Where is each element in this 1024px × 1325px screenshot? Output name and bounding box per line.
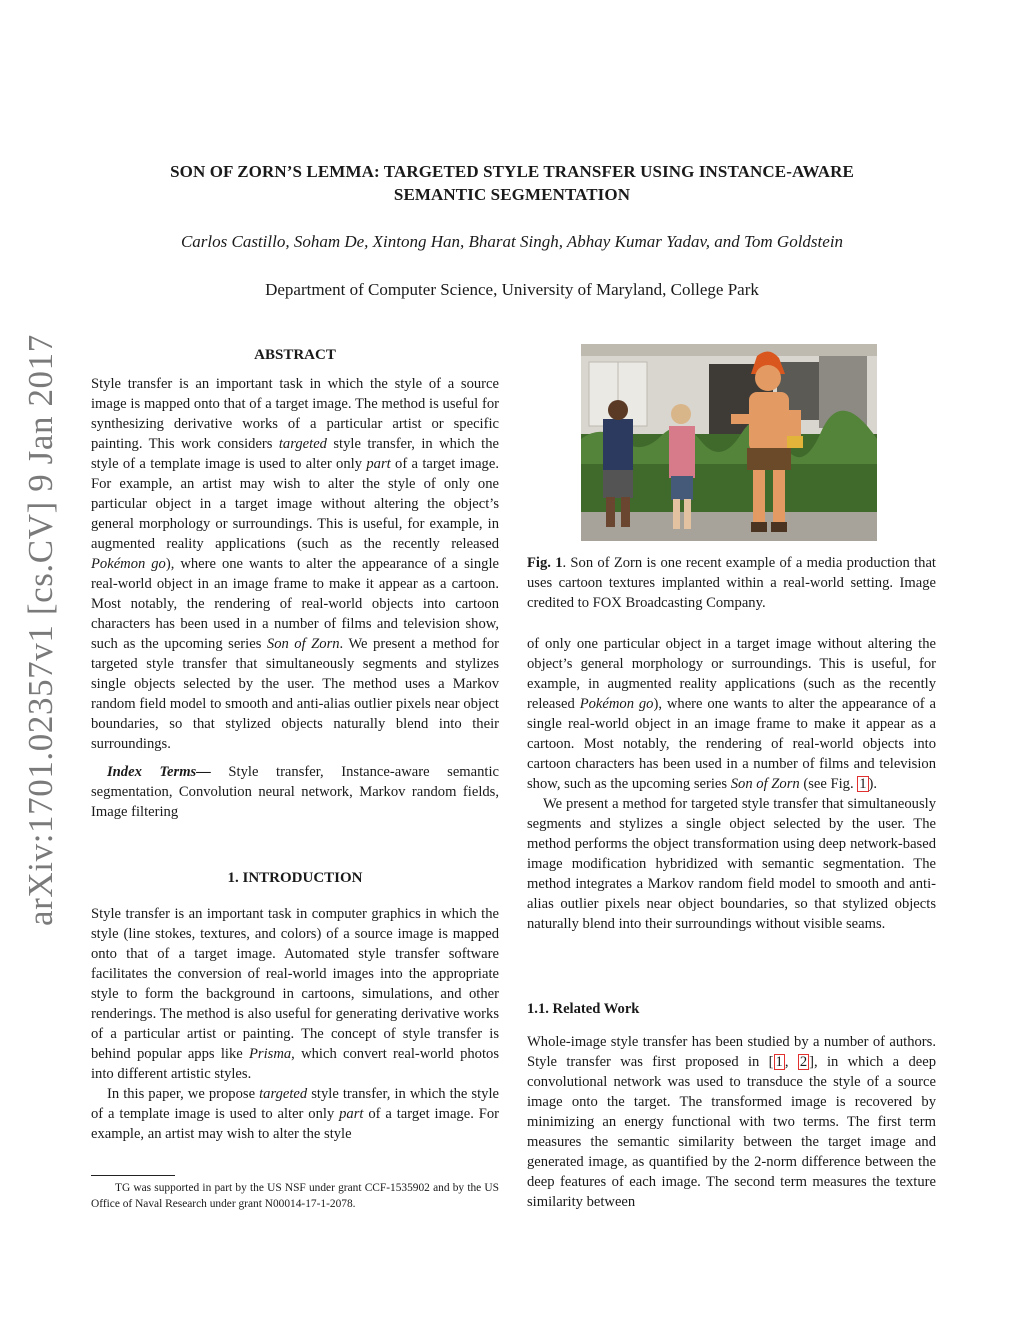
intro-paragraph-2: In this paper, we propose targeted style transfer, in which the style of a template image is used to alter only part of a target image. For example, an artist may wish to alter the style <box>91 1086 499 1142</box>
figure-1-image <box>581 344 877 541</box>
related-work-heading: 1.1. Related Work <box>527 1001 640 1017</box>
footnote: TG was supported in part by the US NSF under grant CCF-1535902 and by the US Office of Naval Research under grant N00014-17-1-2078. <box>91 1182 499 1210</box>
figure-1-caption: Fig. 1. Son of Zorn is one recent example of a media production that uses cartoon textures implanted within a real-world setting. Image credited to FOX Broadcasting Company. <box>527 555 936 611</box>
introduction-heading: 1. INTRODUCTION <box>227 870 363 886</box>
citation-1-link[interactable]: 1 <box>775 1054 783 1070</box>
index-terms: Index Terms— Style transfer, Instance-aware semantic segmentation, Convolution neural network, Markov random fields, Image filtering <box>91 764 500 820</box>
roof-eave <box>581 344 877 356</box>
figure-1-reference-link[interactable]: 1 <box>859 776 867 792</box>
related-work-paragraph: Whole-image style transfer has been studied by a number of authors. Style transfer was first proposed in [ 1 , 2 ], in which a deep convolutional network was used to transduce the style of a source image onto the target. The transformed image is recovered by minimizing an energy functional with two terms. The first term measures the semantic similarity between the target image and generated image, as quantified by the 2-norm difference between the deep features of each image. The second term measures the texture similarity between <box>527 1034 937 1210</box>
title-line-1: SON OF ZORN’S LEMMA: TARGETED STYLE TRANSFER USING INSTANCE-AWARE <box>170 162 854 181</box>
introduction-section <box>91 868 499 1144</box>
related-work-section <box>527 999 936 1212</box>
right-paragraph-1: of only one particular object in a target image without altering the object’s general morphology or surroundings. This is useful, for example, in augmented reality applications (such as the recently released Pokémon go), where one wants to alter the appearance of a single real-world object in an image frame to make it appear as a cartoon. Most notably, the rendering of real-world objects into cartoon characters has been used in a number of films and television show, such as the upcoming series Son of Zorn (see Fig. 1 ). <box>527 636 937 792</box>
footnote-rule <box>91 1175 175 1176</box>
figure-1-label: Fig. 1 <box>527 555 563 571</box>
abstract-heading: ABSTRACT <box>254 347 336 363</box>
citation-2-link[interactable]: 2 <box>799 1054 808 1070</box>
author-list: Carlos Castillo, Soham De, Xintong Han, Bharat Singh, Abhay Kumar Yadav, and Tom Goldstein <box>180 232 844 251</box>
index-terms-label: Index Terms— <box>107 764 211 780</box>
figure-1-illustration <box>581 344 877 541</box>
intro-paragraph-1: Style transfer is an important task in computer graphics in which the style (line stokes, textures, and colors) of a source image is mapped onto that of a target image. Automated style transfer software facilitates the conversion of real-world images into the appropriate style to form the background in cartoons, simulations, and other renderings. The method is also useful for generating derivative works of a particular artist or painting. The concept of style transfer is behind popular apps like Prisma, which convert real-world photos into different artistic styles. <box>91 906 499 1082</box>
abstract-text: Style transfer is an important task in which the style of a source image is mapped onto that of a target image. The method is useful for synthesizing derivative works of a particular artist or specific painting. This work considers targeted style transfer, in which the style of a template image is used to alter only part of a target image. For example, an artist may wish to alter the style of only one particular object in a target image without altering the object’s general morphology or surroundings. This is useful, for example, in augmented reality applications (such as the recently released Pokémon go), where one wants to alter the appearance of a single real-world object in an image frame to make it appear as a cartoon. Most notably, the rendering of real-world objects into cartoon characters has been used in a number of films and television show, such as the upcoming series Son of Zorn. We present a method for targeted style transfer that simultaneously segments and stylizes single objects selected by the user. The method uses a Markov random field model to smooth and anti-alias outlier pixels near object boundaries, so that stylized objects naturally blend into their surroundings. <box>91 376 499 752</box>
affiliation: Department of Computer Science, University of Maryland, College Park <box>265 280 759 299</box>
title-line-2: SEMANTIC SEGMENTATION <box>393 185 631 204</box>
abstract-section <box>91 345 499 822</box>
right-paragraph-2: We present a method for targeted style transfer that simultaneously segments and stylizes a single object selected by the user. The method performs the object transformation using deep network-based image modification hybridized with semantic segmentation. The method integrates a Markov random field model to smooth and anti-alias outlier pixels near object boundaries, so that stylized objects naturally blend into their surroundings without visible seams. <box>527 796 936 932</box>
paper-title <box>90 160 934 206</box>
right-column-body <box>527 634 936 934</box>
arxiv-side-label: arXiv:1701.02357v1 [cs.CV] 9 Jan 2017 <box>21 334 60 926</box>
